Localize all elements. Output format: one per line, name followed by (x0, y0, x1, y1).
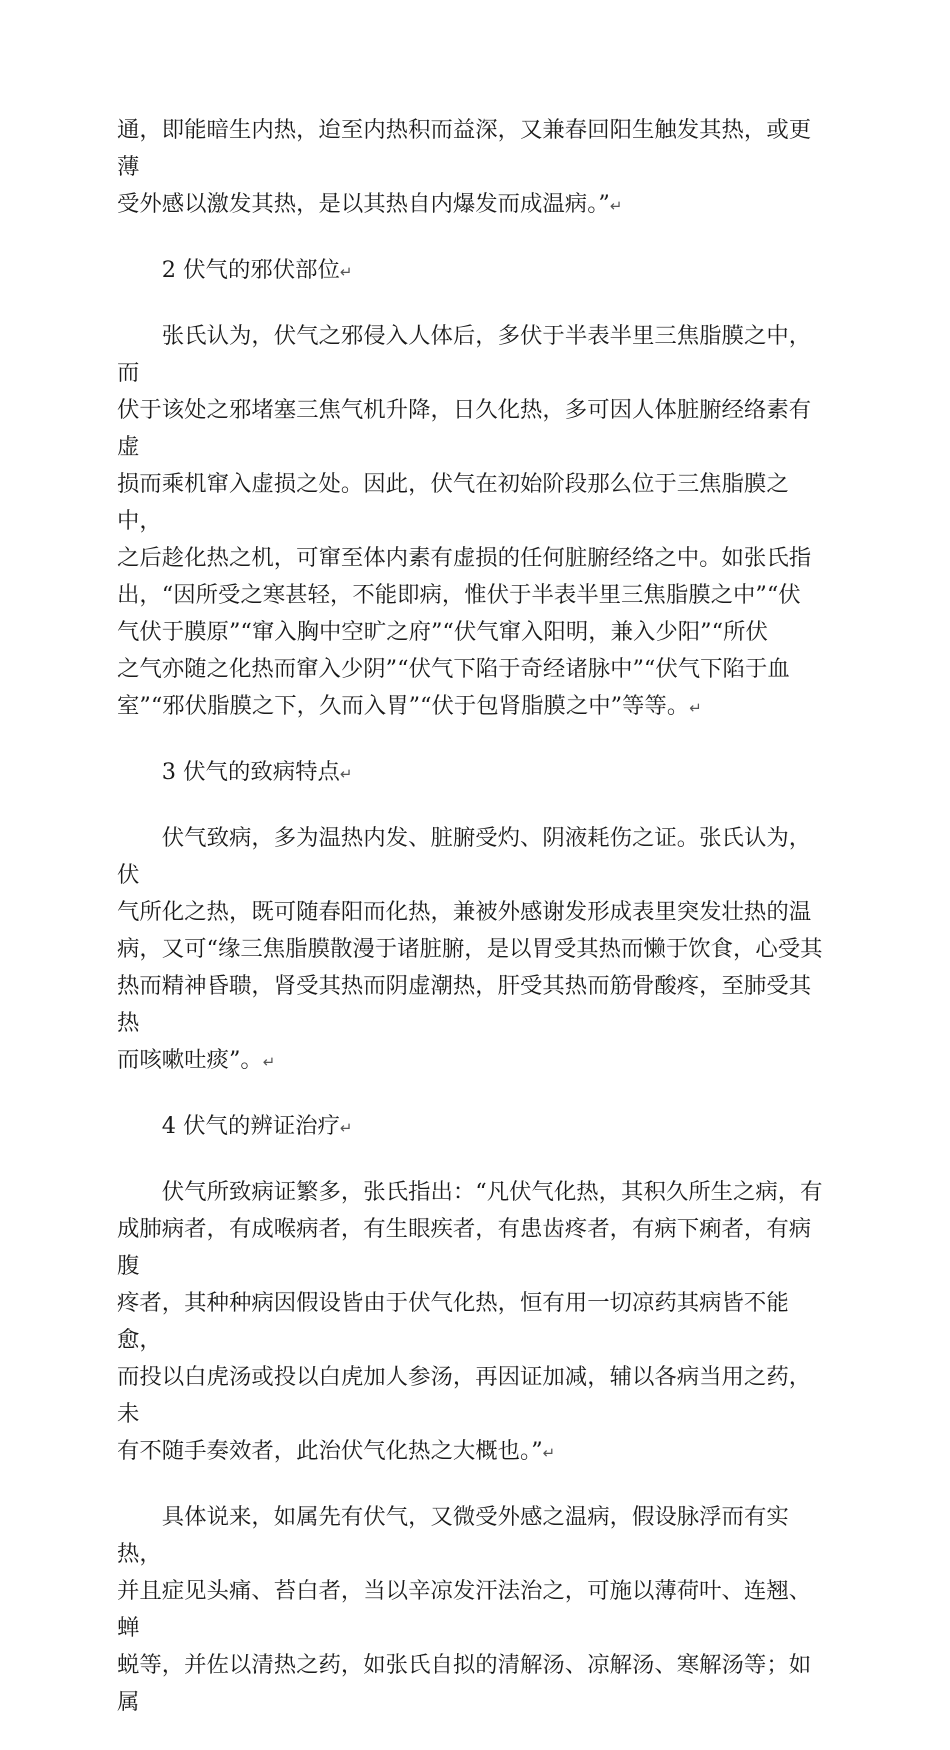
paragraph-4-text: 伏气所致病证繁多，张氏指出：“凡伏气化热，其积久所生之病，有 成肺病者，有成喉病者，有生眼疾者，有患齿疼者，有病下痢者，有病腹 疼者，其种种病因假设皆由于伏气化热，恒有用一切凉药其病皆不能愈， 而投以白虎汤或投以白虎加人参汤，再因证加减，辅以各病当用之药，未 有不随手奏效者，此治伏气化热之大概也。” (117, 1179, 823, 1464)
section-heading-4-text: 4 伏气的辨证治疗 (161, 1113, 340, 1139)
section-heading-2 (117, 252, 831, 291)
paragraph-mark-icon: ↵ (339, 1119, 353, 1137)
paragraph-5-text: 具体说来，如属先有伏气，又微受外感之温病，假设脉浮而有实热， 并且症见头痛、苔白者，当以辛凉发汗法治之，可施以薄荷叶、连翘、蝉 蜕等，并佐以清热之药，如张氏自拟的清解汤、凉解汤、寒解汤等；如属 (117, 1504, 812, 1715)
paragraph-4 (117, 1174, 831, 1472)
document-page (117, 112, 831, 1750)
paragraph-1 (117, 112, 831, 225)
section-heading-3 (117, 754, 831, 793)
section-heading-4 (117, 1108, 831, 1147)
paragraph-mark-icon: ↵ (609, 197, 623, 215)
paragraph-3 (117, 820, 831, 1081)
paragraph-mark-icon: ↵ (542, 1444, 556, 1462)
paragraph-mark-icon: ↵ (339, 263, 353, 281)
section-heading-2-text: 2 伏气的邪伏部位 (161, 257, 340, 283)
paragraph-mark-icon: ↵ (689, 699, 702, 717)
paragraph-mark-icon: ↵ (339, 765, 353, 783)
paragraph-3-text: 伏气致病，多为温热内发、脏腑受灼、阴液耗伤之证。张氏认为，伏 气所化之热，既可随春阳而化热，兼被外感谢发形成表里突发壮热的温 病，又可“缘三焦脂膜散漫于诸脏腑，是以胃受其热而懒于饮食，心受其 热而精神昏聩，肾受其热而阴虚潮热，肝受其热而筋骨酸疼，至肺受其热 而咳嗽吐痰”。 (117, 825, 823, 1073)
section-heading-3-text: 3 伏气的致病特点 (161, 759, 340, 785)
paragraph-5 (117, 1499, 831, 1723)
paragraph-2 (117, 318, 831, 727)
paragraph-2-text: 张氏认为，伏气之邪侵入人体后，多伏于半表半里三焦脂膜之中，而 伏于该处之邪堵塞三焦气机升降，日久化热，多可因人体脏腑经络素有虚 损而乘机窜入虚损之处。因此，伏气在初始阶段那么位于三焦脂膜之中， 之后趁化热之机，可窜至体内素有虚损的任何脏腑经络之中。如张氏指 出，“因所受之寒甚轻，不能即病，惟伏于半表半里三焦脂膜之中”“伏 气伏于膜原”“窜入胸中空旷之府”“伏气窜入阳明，兼入少阳”“所伏 之气亦随之化热而窜入少阴”“伏气下陷于奇经诸脉中”“伏气下陷于血 室”“邪伏脂膜之下，久而入胃”“伏于包肾脂膜之中”等等。 (117, 323, 812, 719)
paragraph-mark-icon: ↵ (262, 1053, 276, 1071)
paragraph-1-text: 通，即能暗生内热，迨至内热积而益深，又兼春回阳生触发其热，或更薄 受外感以激发其热，是以其热自内爆发而成温病。” (117, 117, 812, 217)
